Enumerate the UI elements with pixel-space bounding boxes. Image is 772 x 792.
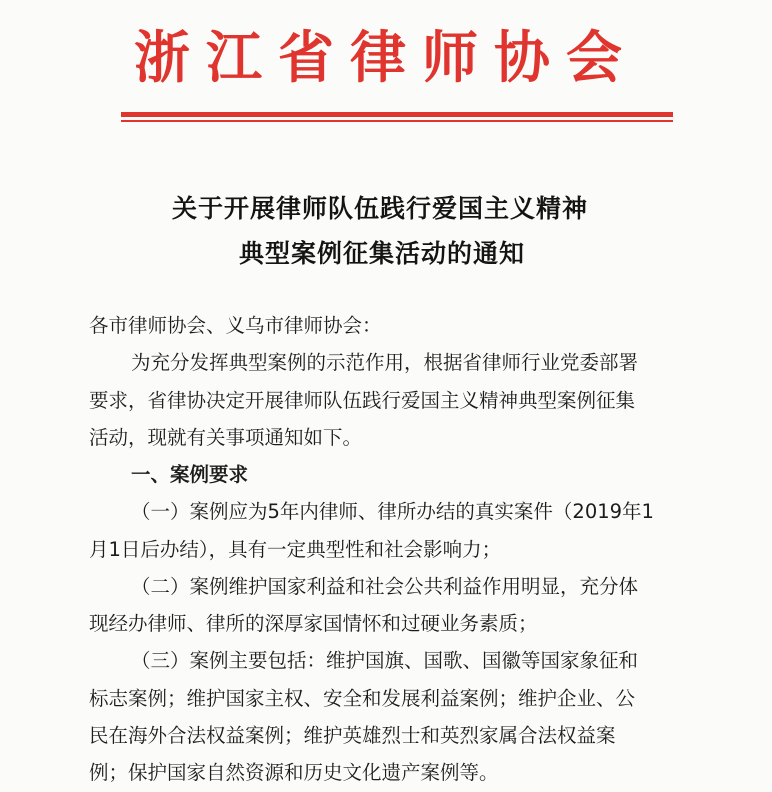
- masthead-red-rule-thick: [121, 112, 673, 117]
- item2-line-1: （二）案例维护国家利益和社会公共利益作用明显，充分体: [131, 575, 639, 598]
- intro-line-1: 为充分发挥典型案例的示范作用，根据省律师行业党委部署: [131, 351, 639, 374]
- section1-heading: 一、案例要求: [131, 463, 249, 486]
- masthead-org-name: 浙江省律师协会: [134, 25, 638, 91]
- item1-line-2: 月1日后办结），具有一定典型性和社会影响力；: [89, 538, 502, 561]
- item3-line-2: 标志案例；维护国家主权、安全和发展利益案例；维护企业、公: [89, 687, 636, 710]
- masthead-red-rule-thin: [121, 120, 673, 122]
- item3-line-3: 民在海外合法权益案例；维护英雄烈士和英烈家属合法权益案: [89, 724, 616, 747]
- notice-title-line2: 典型案例征集活动的通知: [238, 239, 525, 268]
- intro-line-3: 活动，现就有关事项通知如下。: [89, 426, 363, 449]
- item1-line-1: （一）案例应为5年内律师、律所办结的真实案件（2019年1: [131, 500, 654, 523]
- intro-line-2: 要求，省律协决定开展律师队伍践行爱国主义精神典型案例征集: [89, 389, 636, 412]
- item3-line-1: （三）案例主要包括：维护国旗、国歌、国徽等国家象征和: [131, 649, 639, 672]
- notice-title-line1: 关于开展律师队伍践行爱国主义精神: [171, 194, 588, 223]
- item3-line-4: 例；保护国家自然资源和历史文化遗产案例等。: [89, 761, 499, 784]
- item2-line-2: 现经办律师、律所的深厚家国情怀和过硬业务素质；: [89, 612, 538, 635]
- salutation: 各市律师协会、义乌市律师协会：: [89, 314, 382, 337]
